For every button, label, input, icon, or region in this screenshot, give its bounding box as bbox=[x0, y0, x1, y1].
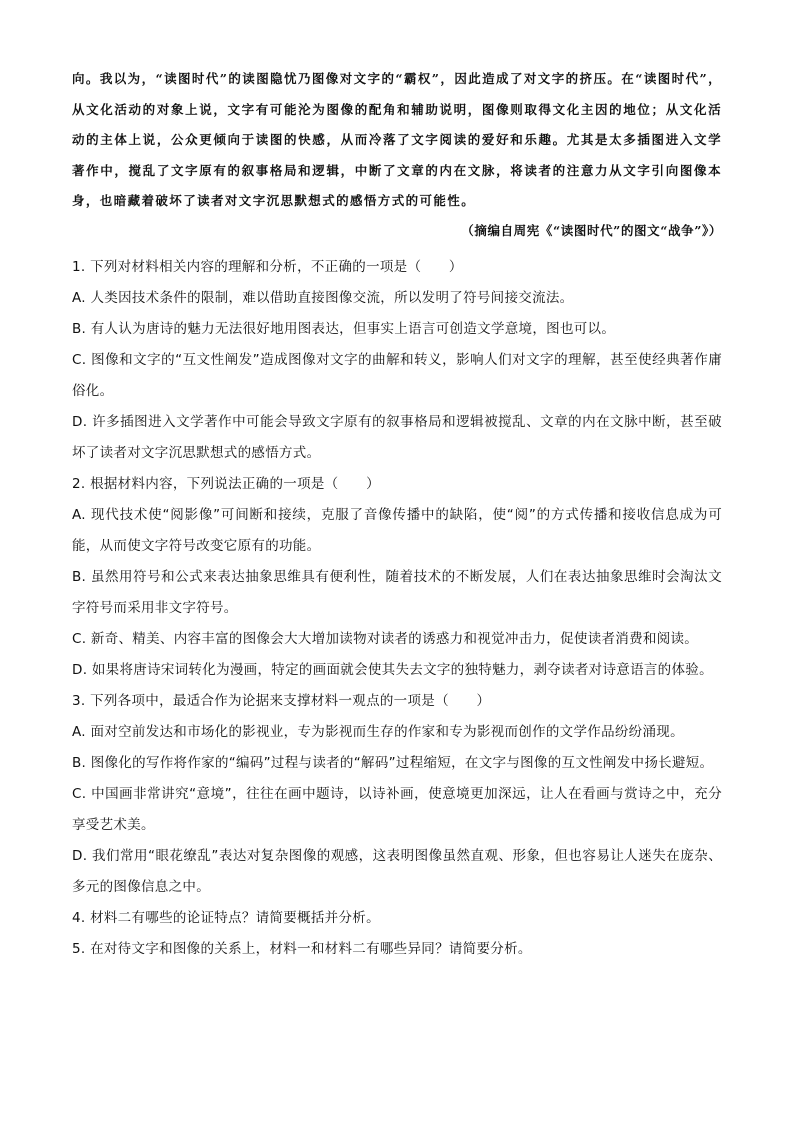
question-3-option-c: C. 中国画非常讲究“意境”，往往在画中题诗，以诗补画，使意境更加深远，让人在看画与赏诗之中，充分享受艺术美。 bbox=[72, 786, 722, 833]
question-3-option-a: A. 面对空前发达和市场化的影视业，专为影视而生存的作家和专为影视而创作的文学作品纷纷涌现。 bbox=[72, 724, 684, 740]
question-1-option-a: A. 人类因技术条件的限制，难以借助直接图像交流，所以发明了符号间接交流法。 bbox=[72, 290, 574, 306]
question-3-stem: 3. 下列各项中，最适合作为论据来支撑材料一观点的一项是（ ） bbox=[72, 693, 491, 709]
passage-paragraph: 向。我以为，“读图时代”的读图隐忧乃图像对文字的“霸权”，因此造成了对文字的挤压。在“读图时代”，从文化活动的对象上说，文字有可能沦为图像的配角和辅助说明，图像则取得文化主因的地位；从文化活动的主体上说，公众更倾向于读图的快感，从而冷落了文字阅读的爱好和乐趣。尤其是太多插图进入文学著作中，搅乱了文字原有的叙事格局和逻辑，中断了文章的内在文脉，将读者的注意力从文字引向图像本身，也暗藏着破坏了读者对文字沉思默想式的感悟方式的可能性。 bbox=[72, 71, 722, 208]
question-1-stem: 1. 下列对材料相关内容的理解和分析，不正确的一项是（ ） bbox=[72, 259, 463, 275]
question-3-option-b: B. 图像化的写作将作家的“编码”过程与读者的“解码”过程缩短，在文字与图像的互文性阐发中扬长避短。 bbox=[72, 755, 714, 771]
question-1-option-b: B. 有人认为唐诗的魅力无法很好地用图表达，但事实上语言可创造文学意境，图也可以。 bbox=[72, 321, 616, 337]
question-3-option-d: D. 我们常用“眼花缭乱”表达对复杂图像的观感，这表明图像虽然直观、形象，但也容易让人迷失在庞杂、多元的图像信息之中。 bbox=[72, 848, 722, 895]
question-2-option-c: C. 新奇、精美、内容丰富的图像会大大增加读物对读者的诱惑力和视觉冲击力，促使读者消费和阅读。 bbox=[72, 631, 699, 647]
question-list bbox=[72, 252, 722, 965]
question-2-option-a: A. 现代技术使“阅影像”可间断和接续，克服了音像传播中的缺陷，使“阅”的方式传播和接收信息成为可能，从而使文字符号改变它原有的功能。 bbox=[72, 507, 722, 554]
question-4-stem: 4. 材料二有哪些的论证特点？请简要概括并分析。 bbox=[72, 910, 380, 926]
question-2-option-d: D. 如果将唐诗宋词转化为漫画，特定的画面就会使其失去文字的独特魅力，剥夺读者对诗意语言的体验。 bbox=[72, 662, 713, 678]
reading-passage bbox=[72, 64, 722, 217]
question-2-stem: 2. 根据材料内容，下列说法正确的一项是（ ） bbox=[72, 476, 380, 492]
passage-source: （摘编自周宪《“读图时代”的图文“战争”》） bbox=[461, 223, 722, 238]
question-1-option-c: C. 图像和文字的“互文性阐发”造成图像对文字的曲解和转义，影响人们对文字的理解，甚至使经典著作庸俗化。 bbox=[72, 352, 722, 399]
question-1-option-d: D. 许多插图进入文学著作中可能会导致文字原有的叙事格局和逻辑被搅乱、文章的内在文脉中断，甚至破坏了读者对文字沉思默想式的感悟方式。 bbox=[72, 414, 722, 461]
question-5-stem: 5. 在对待文字和图像的关系上，材料一和材料二有哪些异同？请简要分析。 bbox=[72, 941, 532, 957]
question-2-option-b: B. 虽然用符号和公式来表达抽象思维具有便利性，随着技术的不断发展，人们在表达抽象思维时会淘汰文字符号而采用非文字符号。 bbox=[72, 569, 722, 616]
